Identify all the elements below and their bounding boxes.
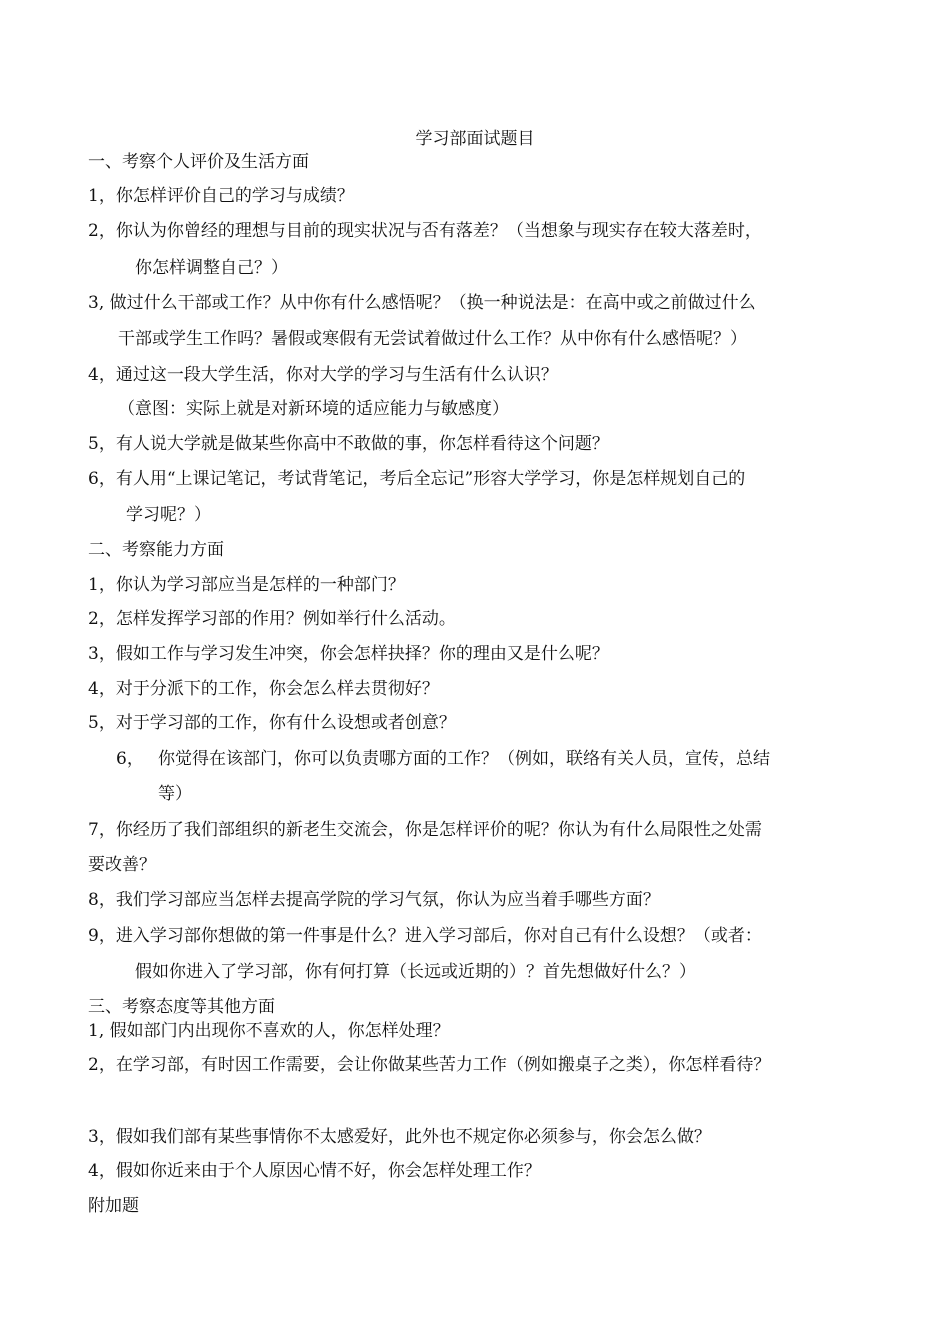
question-2-9: 9，进入学习部你想做的第一件事是什么？进入学习部后，你对自己有什么设想？（或者： [88, 926, 762, 946]
question-2-6: 你觉得在该部门，你可以负责哪方面的工作？（例如，联络有关人员，宣传，总结 [158, 749, 770, 769]
question-2-3: 3，假如工作与学习发生冲突，你会怎样抉择？你的理由又是什么呢？ [88, 644, 609, 664]
question-2-6-cont: 等） [158, 784, 192, 804]
question-2-2: 2，怎样发挥学习部的作用？例如举行什么活动。 [88, 609, 456, 629]
question-1-3-cont: 干部或学生工作吗？暑假或寒假有无尝试着做过什么工作？从中你有什么感悟呢？） [118, 329, 747, 349]
question-3-3: 3，假如我们部有某些事情你不太感爱好，此外也不规定你必须参与，你会怎么做？ [88, 1127, 711, 1147]
question-1-1: 1，你怎样评价自己的学习与成绩？ [88, 186, 354, 206]
question-3-2: 2，在学习部，有时因工作需要，会让你做某些苦力工作（例如搬桌子之类），你怎样看待？ [88, 1055, 771, 1075]
question-2-7-cont: 要改善？ [88, 855, 156, 875]
question-1-4: 4，通过这一段大学生活，你对大学的学习与生活有什么认识？ [88, 365, 558, 385]
question-2-6-number: 6， [116, 749, 144, 769]
question-3-4: 4，假如你近来由于个人原因心情不好，你会怎样处理工作？ [88, 1161, 541, 1181]
question-1-2-cont: 你怎样调整自己？） [135, 258, 288, 278]
question-2-1: 1，你认为学习部应当是怎样的一种部门？ [88, 575, 405, 595]
question-2-9-cont: 假如你进入了学习部，你有何打算（长远或近期的）？首先想做好什么？） [135, 962, 696, 982]
section-heading-2: 二、考察能力方面 [88, 540, 224, 560]
section-heading-extra: 附加题 [88, 1196, 139, 1216]
question-2-4: 4，对于分派下的工作，你会怎么样去贯彻好？ [88, 679, 439, 699]
question-2-7: 7，你经历了我们部组织的新老生交流会，你是怎样评价的呢？你认为有什么局限性之处需 [88, 820, 762, 840]
question-1-6: 6，有人用“上课记笔记，考试背笔记，考后全忘记”形容大学学习，你是怎样规划自己的 [88, 469, 746, 489]
question-2-8: 8，我们学习部应当怎样去提高学院的学习气氛，你认为应当着手哪些方面？ [88, 890, 660, 910]
question-2-5: 5，对于学习部的工作，你有什么设想或者创意？ [88, 713, 456, 733]
question-1-6-cont: 学习呢？） [126, 505, 211, 525]
question-1-4-note: （意图：实际上就是对新环境的适应能力与敏感度） [118, 399, 509, 419]
question-3-1: 1, 假如部门内出现你不喜欢的人，你怎样处理？ [88, 1021, 450, 1041]
question-1-2: 2，你认为你曾经的理想与目前的现实状况与否有落差？（当想象与现实存在较大落差时， [88, 221, 762, 241]
section-heading-3: 三、考察态度等其他方面 [88, 997, 275, 1017]
question-1-3: 3, 做过什么干部或工作？从中你有什么感悟呢？（换一种说法是：在高中或之前做过什么 [88, 293, 756, 313]
page-title: 学习部面试题目 [415, 129, 535, 149]
question-1-5: 5，有人说大学就是做某些你高中不敢做的事，你怎样看待这个问题？ [88, 434, 609, 454]
section-heading-1: 一、考察个人评价及生活方面 [88, 152, 309, 172]
